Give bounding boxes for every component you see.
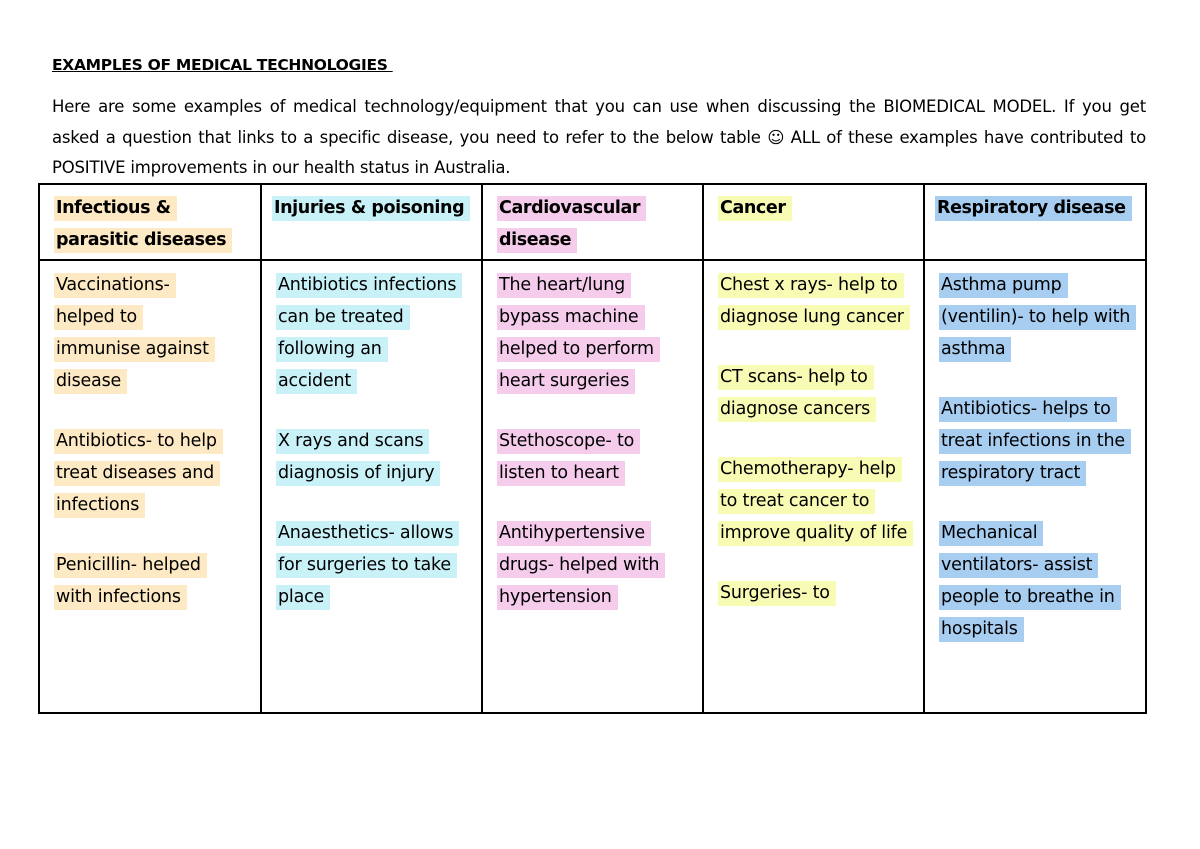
header-infectious: Infectious & parasitic diseases [54,196,232,253]
list-item: Penicillin- helped with infections [54,553,207,610]
document-title: EXAMPLES OF MEDICAL TECHNOLOGIES [52,56,393,74]
column-injuries [261,260,482,713]
list-item: Mechanical ventilators- assist people to breathe in hospitals [939,521,1121,642]
list-item: Antibiotics infections can be treated following an accident [276,273,462,394]
column-cancer [703,260,924,713]
column-infectious [39,260,261,713]
list-item: Chest x rays- help to diagnose lung cancer [718,273,910,330]
header-cancer: Cancer [718,196,792,221]
medical-technologies-table [38,183,1147,714]
header-cell-respiratory [924,184,1146,260]
table-header-row [39,184,1146,260]
list-item: Surgeries- to [718,581,836,606]
list-item: Antibiotics- to help treat diseases and infections [54,429,223,518]
list-item: The heart/lung bypass machine helped to perform heart surgeries [497,273,660,394]
list-item: Vaccinations- helped to immunise against disease [54,273,215,394]
column-respiratory [924,260,1146,713]
header-cardiovascular: Cardiovascular disease [497,196,646,253]
intro-paragraph: Here are some examples of medical technology/equipment that you can use when discussing the BIOMEDICAL MODEL. If you get asked a question that links to a specific disease, you need to refer to the below table ☺ ALL of these examples have contributed to POSITIVE improvements in our health status in Australia. [52,97,1146,177]
list-item: CT scans- help to diagnose cancers [718,365,876,422]
list-item: Anaesthetics- allows for surgeries to take place [276,521,459,610]
list-item: Asthma pump (ventilin)- to help with asthma [939,273,1136,362]
list-item: X rays and scans diagnosis of injury [276,429,440,486]
list-item: Chemotherapy- help to treat cancer to improve quality of life [718,457,913,546]
header-cell-injuries [261,184,482,260]
list-item: Antibiotics- helps to treat infections in the respiratory tract [939,397,1131,486]
list-item: Stethoscope- to listen to heart [497,429,640,486]
header-respiratory: Respiratory disease [935,196,1132,221]
header-injuries: Injuries & poisoning [272,196,470,221]
list-item: Antihypertensive drugs- helped with hypertension [497,521,665,610]
table-body-row [39,260,1146,713]
header-cell-infectious [39,184,261,260]
header-cell-cardiovascular [482,184,703,260]
header-cell-cancer [703,184,924,260]
column-cardiovascular [482,260,703,713]
